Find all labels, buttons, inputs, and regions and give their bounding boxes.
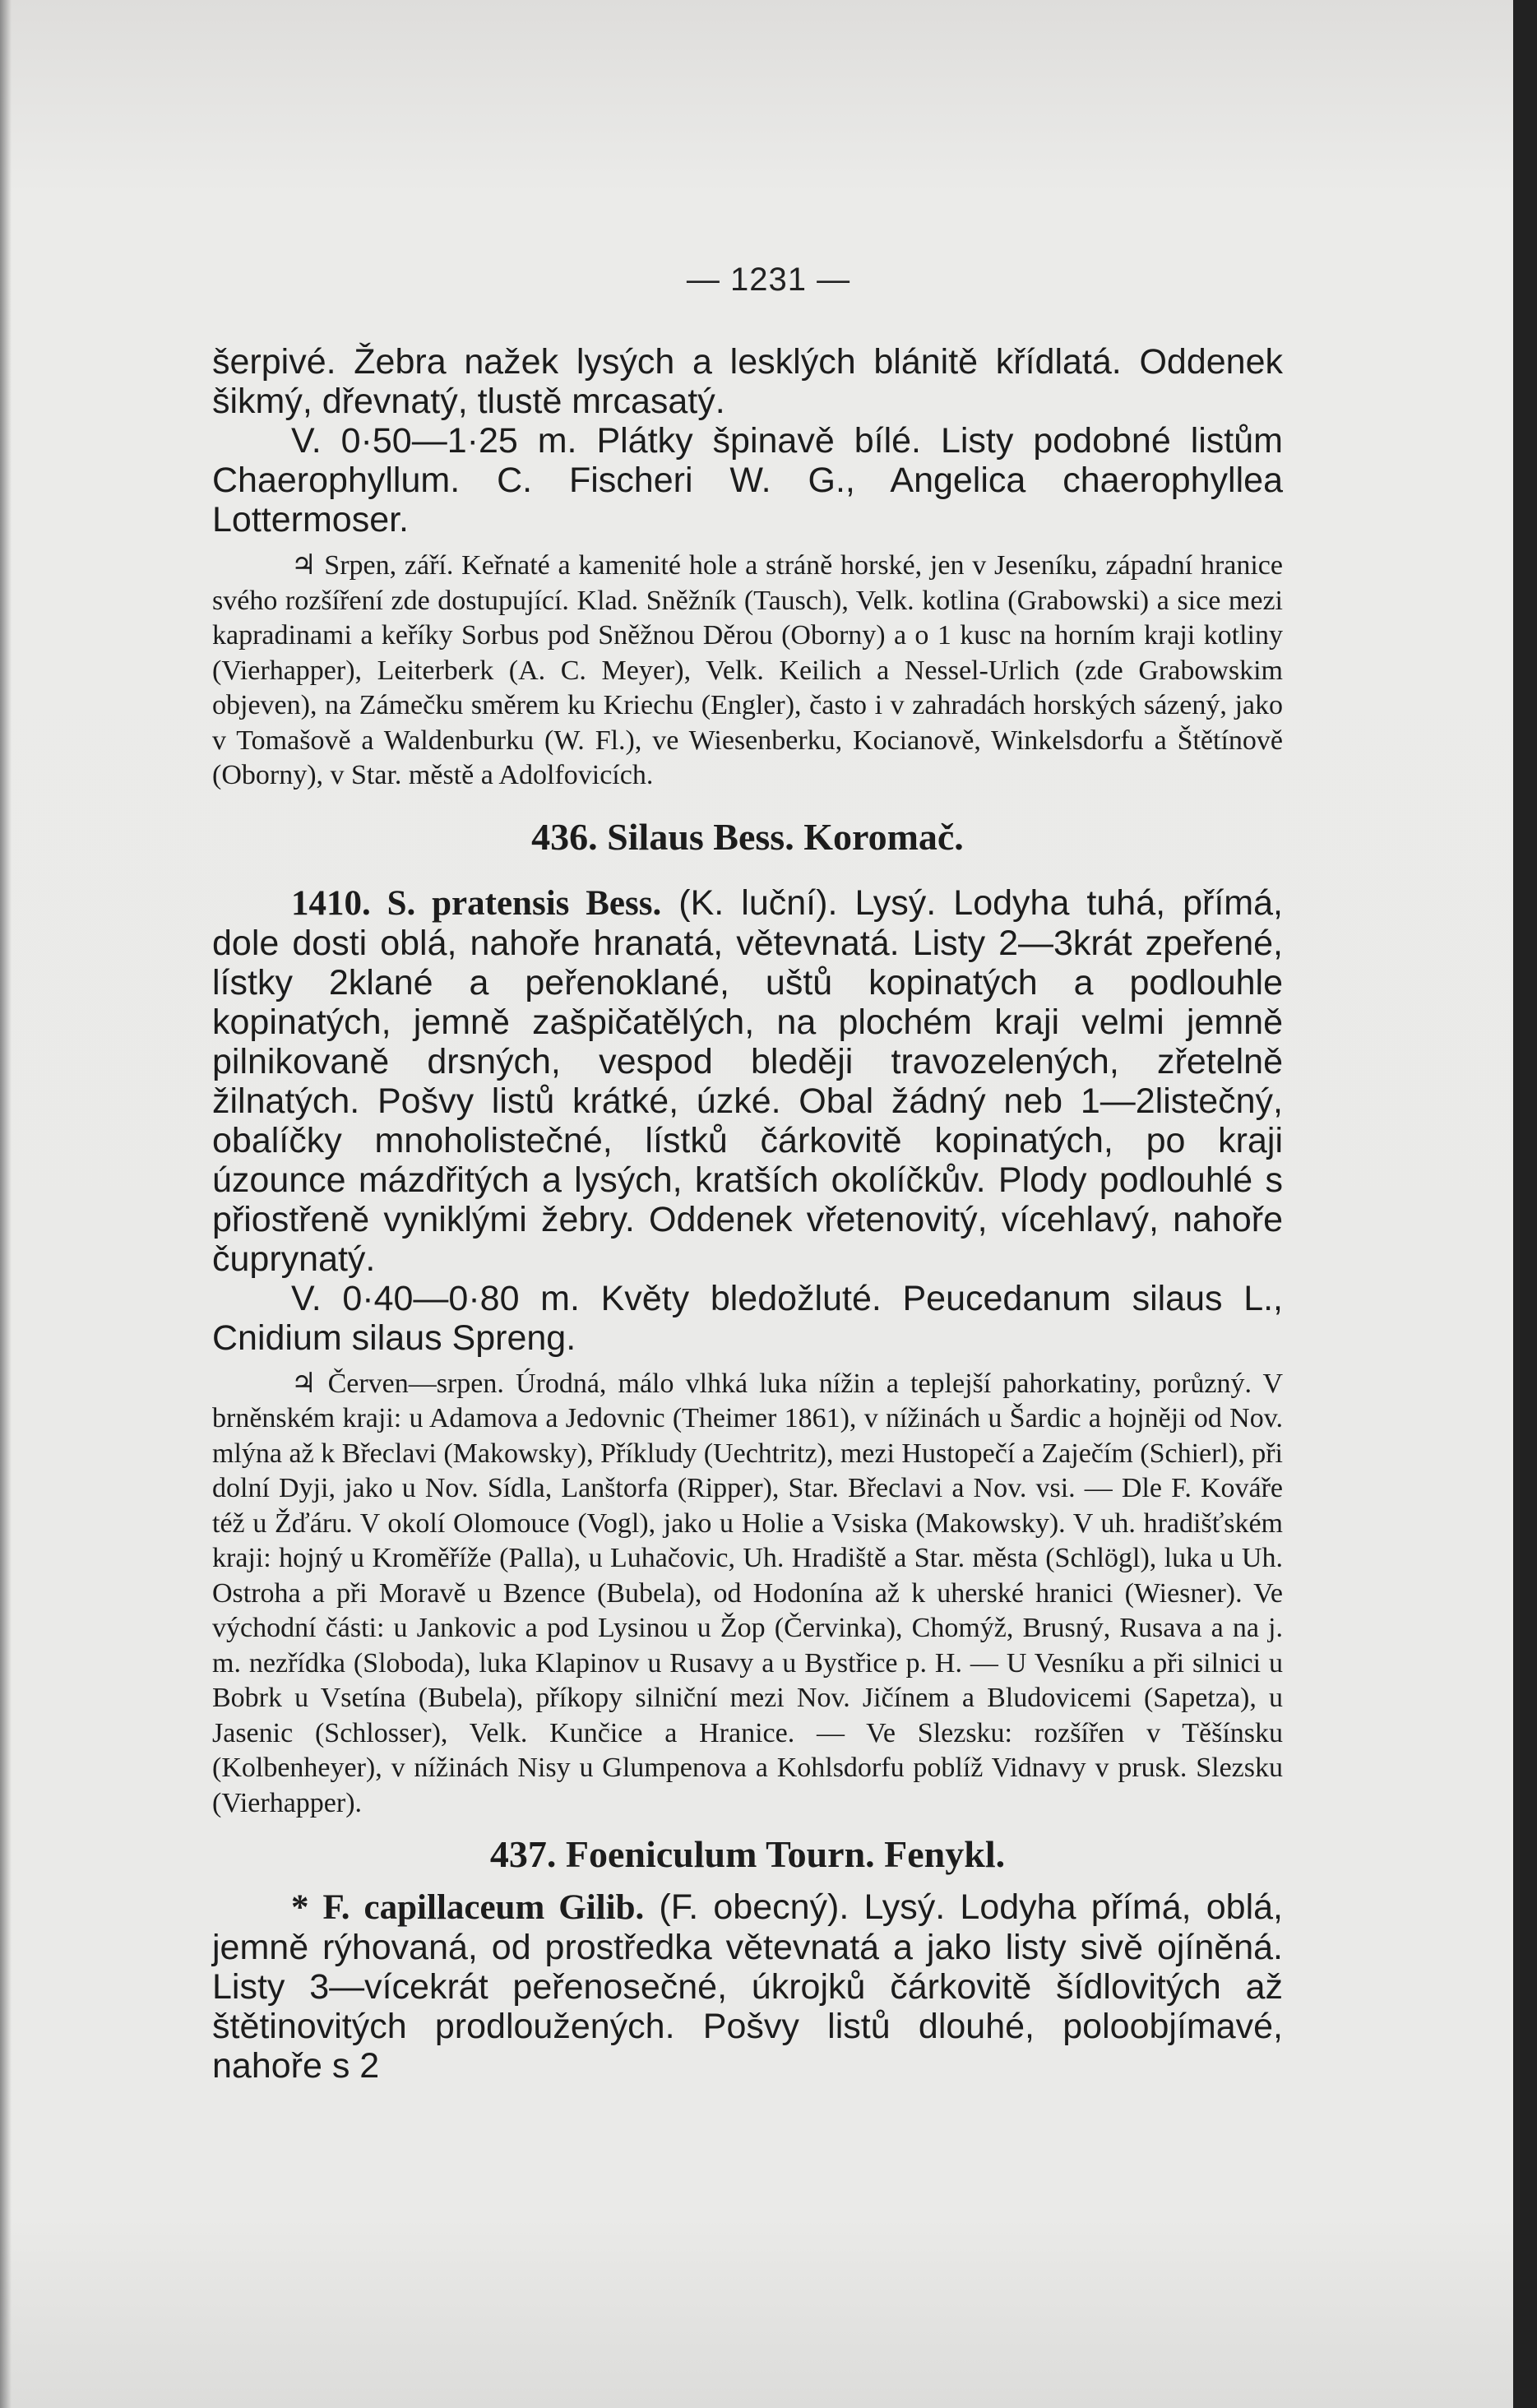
genus-heading-foeniculum: 437. Foeniculum Tourn. Fenykl.	[489, 1833, 1006, 1875]
page-edge-margin	[1513, 0, 1537, 2408]
species-entry-silaus-pratensis	[212, 883, 1283, 1279]
species-name-foeniculum-capillaceum: * F. capillaceum Gilib.	[291, 1888, 645, 1927]
paragraph-distribution-2	[212, 1366, 1283, 1822]
page-number: — 1231 —	[686, 262, 851, 298]
species-description-foeniculum: (F. obecný). Lysý. Lodyha přímá, oblá, jemně rýhovaná, od prostředka větevnatá a jako listy sivě ojíněná. Listy 3—vícekrát peřenosečné, úkrojků čárkovitě šídlovitých až štětinovitých prodloužených. Pošvy listů dlouhé, poloobjímavé, nahoře s 2	[212, 1887, 1283, 2086]
genus-heading-silaus: 436. Silaus Bess. Koromač.	[531, 815, 964, 858]
perennial-symbol-icon: ♃	[291, 549, 317, 581]
species-entry-foeniculum	[212, 1887, 1283, 2086]
paragraph-distribution-1	[212, 548, 1283, 794]
perennial-symbol-icon-2: ♃	[291, 1366, 317, 1400]
distribution-text-1: Srpen, září. Keřnaté a kamenité hole a stráně horské, jen v Jeseníku, západní hranice svého rozšíření zde dostupující. Klad. Sněžník (Tausch), Velk. kotlina (Grabowski) a sice mezi kapradinami a keříky Sorbus pod Sněžnou Děrou (Oborny) a o 1 kusc na horním kraji kotliny (Vierhapper), Leiterberk (A. C. Meyer), Velk. Keilich a Nessel-Urlich (zde Grabowskim objeven), na Zámečku směrem ku Kriechu (Engler), často i v zahradách horských sázený, jako v Tomašově a Waldenburku (W. Fl.), ve Wiesenberku, Kocianově, Winkelsdorfu a Štětínově (Oborny), v Star. městě a Adolfovicích.	[212, 550, 1283, 790]
paragraph-size-synonyms-2: V. 0·40—0·80 m. Květy bledožluté. Peucedanum silaus L., Cnidium silaus Spreng.	[212, 1278, 1283, 1358]
species-name-silaus-pratensis: 1410. S. pratensis Bess.	[291, 883, 662, 923]
page-content	[212, 342, 1283, 2086]
species-description-silaus-pratensis: (K. luční). Lysý. Lodyha tuhá, přímá, dole dosti oblá, nahoře hranatá, větevnatá. Listy 2—3krát zpeřené, lístky 2klané a peřenoklané, uštů kopinatých a podlouhle kopinatých, jemně zašpičatělých, na plochém kraji velmi jemně pilnikovaně drsných, vespod bleději travozelených, zřetelně žilnatých. Pošvy listů krátké, úzké. Obal žádný neb 1—2listečný, obalíčky mnoholistečné, lístků čárkovitě kopinatých, po kraji úzounce mázdřitých a lysých, kratších okolíčkův. Plody podlouhlé s přiostřeně vyniklými žebry. Oddenek vřetenovitý, vícehlavý, nahoře čuprynatý.	[212, 882, 1283, 1279]
paragraph-size-synonyms: V. 0·50—1·25 m. Plátky špinavě bílé. Listy podobné listům Chaerophyllum. C. Fischeri W. G., Angelica chaerophyllea Lottermoser.	[212, 421, 1283, 539]
distribution-text-2: Červen—srpen. Úrodná, málo vlhká luka nížin a teplejší pahorkatiny, porůzný. V brněnském kraji: u Adamova a Jedovnic (Theimer 1861), v nížinách u Šardic a hojněji od Nov. mlýna až k Břeclavi (Makowsky), Příkludy (Uechtritz), mezi Hustopečí a Zaječím (Schierl), při dolní Dyji, jako u Nov. Sídla, Lanštorfa (Ripper), Star. Břeclavi a Nov. vsi. — Dle F. Kováře též u Žďáru. V okolí Olomouce (Vogl), jako u Holie a Vsiska (Makowsky). V uh. hradišťském kraji: hojný u Kroměříže (Palla), u Luhačovic, Uh. Hradiště a Star. města (Schlögl), luka u Uh. Ostroha a při Moravě u Bzence (Bubela), od Hodonína až k uherské hranici (Wiesner). Ve východní části: u Jankovic a pod Lysinou u Žop (Červinka), Chomýž, Brusný, Rusava a na j. m. nezřídka (Sloboda), luka Klapinov u Rusavy a u Bystřice p. H. — U Vesníku a při silnici u Bobrk u Vsetína (Bubela), příkopy silniční mezi Nov. Jičínem a Bludovicemi (Sapetza), u Jasenic (Schlosser), Velk. Kunčice a Hranice. — Ve Slezsku: rozšířen v Těšínsku (Kolbenheyer), v nížinách Nisy u Glumpenova a Kohlsdorfu poblíž Vidnavy v prusk. Slezsku (Vierhapper).	[212, 1368, 1283, 1818]
page-left-shadow	[0, 0, 12, 2408]
paragraph-description-end: šerpivé. Žebra nažek lysých a lesklých blánitě křídlatá. Oddenek šikmý, dřevnatý, tlustě mrcasatý.	[212, 342, 1283, 421]
